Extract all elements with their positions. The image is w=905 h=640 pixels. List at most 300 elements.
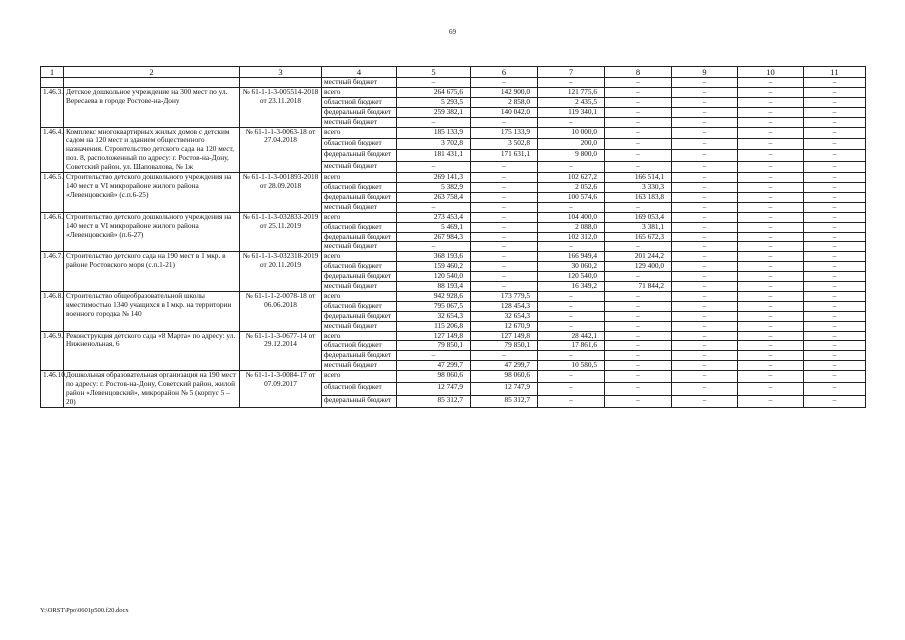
value-cell: 5 469,1 (397, 222, 471, 232)
value-cell: 2 088,0 (538, 222, 605, 232)
value-cell: 115 206,8 (397, 321, 471, 331)
value-cell: – (738, 173, 804, 183)
funding-source: областной бюджет (322, 138, 397, 149)
value-cell: – (804, 321, 866, 331)
value-cell: 2 052,6 (538, 182, 605, 192)
funding-source: федеральный бюджет (322, 107, 397, 117)
funding-source: местный бюджет (322, 202, 397, 212)
value-cell: – (672, 107, 738, 117)
value-cell: – (672, 78, 738, 88)
value-cell: – (804, 150, 866, 161)
value-cell: – (538, 301, 605, 311)
value-cell: – (804, 242, 866, 252)
funding-source: местный бюджет (322, 117, 397, 127)
value-cell: 128 454,3 (471, 301, 538, 311)
value-cell: – (738, 127, 804, 138)
value-cell: 88 193,4 (397, 282, 471, 292)
value-cell: – (605, 150, 672, 161)
funding-source: областной бюджет (322, 182, 397, 192)
funding-source: федеральный бюджет (322, 311, 397, 321)
header-row (41, 67, 866, 78)
value-cell: 127 149,8 (397, 331, 471, 341)
value-cell: – (738, 341, 804, 351)
value-cell: – (804, 262, 866, 272)
budget-table (40, 66, 866, 408)
value-cell: – (738, 282, 804, 292)
value-cell: – (471, 202, 538, 212)
value-cell: 12 747,9 (471, 383, 538, 395)
value-cell: – (538, 78, 605, 88)
value-cell: – (672, 212, 738, 222)
value-cell: 9 800,0 (538, 150, 605, 161)
table-row (41, 252, 866, 262)
project-name: Строительство детского сада на 190 мест в 1 мкр. в районе Ростовского моря (с.п.1-21) (64, 252, 240, 292)
value-cell: – (672, 341, 738, 351)
column-header: 2 (64, 67, 240, 78)
funding-source: всего (322, 127, 397, 138)
value-cell: – (538, 371, 605, 383)
value-cell: – (804, 117, 866, 127)
project-name: Детское дошкольное учреждение на 300 мест по ул. Вересаева в городе Ростове-на-Дону (64, 87, 240, 127)
value-cell: 259 382,1 (397, 107, 471, 117)
value-cell: 120 540,0 (397, 272, 471, 282)
value-cell: – (471, 192, 538, 202)
value-cell: – (672, 87, 738, 97)
funding-source: областной бюджет (322, 383, 397, 395)
funding-source: федеральный бюджет (322, 150, 397, 161)
value-cell: 269 141,3 (397, 173, 471, 183)
value-cell: – (471, 212, 538, 222)
expertise-document: № 61-1-1-3-005514-2018 от 23.11.2018 (240, 87, 322, 127)
value-cell: 140 042,0 (471, 107, 538, 117)
project-name: Реконструкция детского сада «8 Марта» по адресу: ул. Нижненольная, 6 (64, 331, 240, 371)
value-cell: – (471, 173, 538, 183)
column-header: 6 (471, 67, 538, 78)
value-cell: 32 654,3 (471, 311, 538, 321)
value-cell: 12 670,9 (471, 321, 538, 331)
value-cell: – (672, 291, 738, 301)
value-cell: 12 747,9 (397, 383, 471, 395)
value-cell: – (738, 212, 804, 222)
value-cell: – (471, 252, 538, 262)
table-row (41, 78, 866, 88)
funding-source: местный бюджет (322, 321, 397, 331)
footer-file-path: Y:\ORST\Ppo\0601p500.f20.docx (40, 607, 129, 614)
value-cell: – (471, 351, 538, 361)
value-cell: – (397, 242, 471, 252)
value-cell: – (672, 383, 738, 395)
table-row (41, 331, 866, 341)
value-cell: – (672, 272, 738, 282)
value-cell: – (738, 107, 804, 117)
value-cell: – (672, 138, 738, 149)
value-cell: 85 312,7 (397, 395, 471, 407)
value-cell: – (672, 242, 738, 252)
value-cell: 264 675,6 (397, 87, 471, 97)
item-number: 1.46.10. (41, 371, 64, 408)
value-cell: – (605, 383, 672, 395)
column-header: 1 (41, 67, 64, 78)
column-header: 8 (605, 67, 672, 78)
value-cell: 17 861,6 (538, 341, 605, 351)
value-cell: – (605, 321, 672, 331)
value-cell: – (672, 182, 738, 192)
value-cell: – (738, 291, 804, 301)
value-cell: 173 779,5 (471, 291, 538, 301)
value-cell: – (471, 262, 538, 272)
value-cell: – (605, 202, 672, 212)
funding-source: федеральный бюджет (322, 232, 397, 242)
value-cell: 163 183,8 (605, 192, 672, 202)
value-cell: – (605, 331, 672, 341)
project-name: Комплекс многоквартирных жилых домов с детским садом на 120 мест и зданием общественного назначения. Строительство детского сада на 120 мест, поз. 8, расположенный по адресу: г. Ростов-на-Дону, Советский район, ул. Шаповалова, № 1ж (64, 127, 240, 173)
value-cell: – (804, 138, 866, 149)
value-cell: – (605, 341, 672, 351)
value-cell: – (538, 161, 605, 172)
value-cell: 127 149,8 (471, 331, 538, 341)
value-cell: 121 775,6 (538, 87, 605, 97)
value-cell: – (804, 361, 866, 371)
value-cell: – (804, 341, 866, 351)
value-cell: – (738, 301, 804, 311)
value-cell: 32 654,3 (397, 311, 471, 321)
value-cell: – (471, 117, 538, 127)
value-cell: – (605, 395, 672, 407)
value-cell: 10 580,5 (538, 361, 605, 371)
value-cell: – (672, 252, 738, 262)
funding-source: областной бюджет (322, 262, 397, 272)
value-cell: – (672, 311, 738, 321)
table-row (41, 212, 866, 222)
value-cell: 120 540,0 (538, 272, 605, 282)
value-cell: – (804, 291, 866, 301)
value-cell: – (738, 78, 804, 88)
value-cell: – (538, 321, 605, 331)
value-cell: – (397, 161, 471, 172)
value-cell: – (672, 301, 738, 311)
value-cell: – (738, 252, 804, 262)
value-cell: – (605, 87, 672, 97)
value-cell: – (605, 78, 672, 88)
value-cell: 28 442,1 (538, 331, 605, 341)
value-cell: – (804, 331, 866, 341)
value-cell: – (738, 383, 804, 395)
value-cell: – (804, 161, 866, 172)
value-cell: – (804, 212, 866, 222)
value-cell: 175 133,9 (471, 127, 538, 138)
value-cell: – (672, 222, 738, 232)
value-cell: – (738, 311, 804, 321)
value-cell: – (804, 87, 866, 97)
value-cell: 104 400,0 (538, 212, 605, 222)
value-cell: – (538, 291, 605, 301)
value-cell: – (672, 361, 738, 371)
column-header: 5 (397, 67, 471, 78)
value-cell: – (804, 222, 866, 232)
value-cell: 100 574,6 (538, 192, 605, 202)
value-cell: – (672, 262, 738, 272)
value-cell: – (605, 311, 672, 321)
value-cell: – (605, 291, 672, 301)
funding-source: областной бюджет (322, 97, 397, 107)
value-cell: 5 293,5 (397, 97, 471, 107)
value-cell: 30 060,2 (538, 262, 605, 272)
value-cell: – (804, 272, 866, 282)
value-cell: – (605, 127, 672, 138)
value-cell: – (804, 78, 866, 88)
value-cell: 98 060,6 (397, 371, 471, 383)
value-cell: – (538, 202, 605, 212)
value-cell: 159 460,2 (397, 262, 471, 272)
value-cell: – (738, 182, 804, 192)
funding-source: областной бюджет (322, 341, 397, 351)
value-cell: – (471, 272, 538, 282)
value-cell: 142 900,0 (471, 87, 538, 97)
value-cell: 166 949,4 (538, 252, 605, 262)
value-cell: – (397, 117, 471, 127)
empty-cell (64, 78, 240, 88)
value-cell: 795 067,5 (397, 301, 471, 311)
value-cell: – (738, 331, 804, 341)
value-cell: – (605, 117, 672, 127)
funding-source: всего (322, 87, 397, 97)
expertise-document: № 61-1-1-3-032833-2019 от 25.11.2019 (240, 212, 322, 252)
value-cell: – (672, 117, 738, 127)
value-cell: – (538, 117, 605, 127)
value-cell: – (804, 351, 866, 361)
item-number: 1.46.8. (41, 291, 64, 331)
value-cell: – (397, 351, 471, 361)
expertise-document: № 61-1-1-3-0084-17 от 07.09.2017 (240, 371, 322, 408)
value-cell: – (471, 232, 538, 242)
item-number: 1.46.9. (41, 331, 64, 371)
value-cell: – (605, 301, 672, 311)
value-cell: – (804, 252, 866, 262)
value-cell: – (605, 97, 672, 107)
expertise-document: № 61-1-1-3-001893-2018 от 28.09.2018 (240, 173, 322, 213)
value-cell: – (738, 150, 804, 161)
value-cell: 165 672,3 (605, 232, 672, 242)
value-cell: – (738, 192, 804, 202)
item-number: 1.46.3. (41, 87, 64, 127)
funding-source: местный бюджет (322, 78, 397, 88)
funding-source: всего (322, 371, 397, 383)
value-cell: 3 330,3 (605, 182, 672, 192)
value-cell: 942 928,6 (397, 291, 471, 301)
value-cell: – (672, 202, 738, 212)
value-cell: – (471, 242, 538, 252)
value-cell: 171 631,1 (471, 150, 538, 161)
funding-source: федеральный бюджет (322, 395, 397, 407)
table-row (41, 127, 866, 138)
value-cell: – (471, 282, 538, 292)
value-cell: – (471, 182, 538, 192)
column-header: 7 (538, 67, 605, 78)
value-cell: – (804, 311, 866, 321)
value-cell: – (538, 242, 605, 252)
value-cell: 129 400,0 (605, 262, 672, 272)
value-cell: – (538, 395, 605, 407)
value-cell: 263 758,4 (397, 192, 471, 202)
funding-source: всего (322, 212, 397, 222)
value-cell: 102 312,0 (538, 232, 605, 242)
funding-source: областной бюджет (322, 222, 397, 232)
value-cell: – (738, 117, 804, 127)
value-cell: – (605, 107, 672, 117)
table-row (41, 291, 866, 301)
value-cell: 47 299,7 (471, 361, 538, 371)
funding-source: федеральный бюджет (322, 272, 397, 282)
value-cell: – (738, 138, 804, 149)
funding-source: всего (322, 291, 397, 301)
column-header: 10 (738, 67, 804, 78)
value-cell: – (804, 232, 866, 242)
value-cell: – (672, 150, 738, 161)
value-cell: – (605, 242, 672, 252)
project-name: Строительство общеобразовательной школы вместимостью 1340 учащихся в I мкр. на территории военного городка № 140 (64, 291, 240, 331)
column-header: 3 (240, 67, 322, 78)
value-cell: 47 299,7 (397, 361, 471, 371)
value-cell: – (738, 161, 804, 172)
value-cell: – (605, 351, 672, 361)
value-cell: 5 382,9 (397, 182, 471, 192)
project-name: Строительство детского дошкольного учреждения на 140 мест в VI микрорайоне жилого района «Левенцовский» (п.6-27) (64, 212, 240, 252)
value-cell: 85 312,7 (471, 395, 538, 407)
funding-source: местный бюджет (322, 161, 397, 172)
value-cell: – (672, 331, 738, 341)
value-cell: 201 244,2 (605, 252, 672, 262)
funding-source: всего (322, 331, 397, 341)
value-cell: – (738, 202, 804, 212)
value-cell: – (471, 161, 538, 172)
funding-source: федеральный бюджет (322, 351, 397, 361)
value-cell: 2 858,0 (471, 97, 538, 107)
value-cell: 102 627,2 (538, 173, 605, 183)
value-cell: – (804, 127, 866, 138)
value-cell: – (804, 192, 866, 202)
value-cell: – (672, 321, 738, 331)
value-cell: 16 349,2 (538, 282, 605, 292)
value-cell: – (471, 222, 538, 232)
value-cell: – (538, 351, 605, 361)
value-cell: – (804, 383, 866, 395)
value-cell: – (738, 321, 804, 331)
value-cell: 10 000,0 (538, 127, 605, 138)
column-header: 9 (672, 67, 738, 78)
value-cell: – (738, 371, 804, 383)
value-cell: – (605, 272, 672, 282)
page-number: 69 (449, 28, 456, 36)
value-cell: 2 435,5 (538, 97, 605, 107)
value-cell: – (738, 395, 804, 407)
value-cell: – (738, 262, 804, 272)
value-cell: – (804, 371, 866, 383)
item-number: 1.46.5. (41, 173, 64, 213)
value-cell: – (605, 371, 672, 383)
value-cell: – (605, 161, 672, 172)
value-cell: – (397, 202, 471, 212)
value-cell: – (605, 138, 672, 149)
empty-cell (240, 78, 322, 88)
value-cell: 200,0 (538, 138, 605, 149)
funding-source: всего (322, 173, 397, 183)
item-number: 1.46.6. (41, 212, 64, 252)
value-cell: – (672, 192, 738, 202)
value-cell: 169 053,4 (605, 212, 672, 222)
column-header: 4 (322, 67, 397, 78)
value-cell: 3 702,8 (397, 138, 471, 149)
value-cell: – (538, 383, 605, 395)
value-cell: – (738, 351, 804, 361)
project-name: Строительство детского дошкольного учреждения на 140 мест в VI микрорайоне жилого района «Левенцовский» (с.п.6-25) (64, 173, 240, 213)
table-row (41, 371, 866, 383)
value-cell: 119 340,1 (538, 107, 605, 117)
value-cell: – (738, 222, 804, 232)
expertise-document: № 61-1-1-3-032318-2019 от 20.11.2019 (240, 252, 322, 292)
value-cell: – (672, 351, 738, 361)
project-name: Дошкольная образовательная организация на 190 мест по адресу: г. Ростов-на-Дону, Советский район, жилой район «Левенцовский», микрорайон № 5 (корпус 5 – 20) (64, 371, 240, 408)
value-cell: – (804, 395, 866, 407)
value-cell: – (397, 78, 471, 88)
value-cell: – (738, 232, 804, 242)
value-cell: – (672, 282, 738, 292)
funding-source: местный бюджет (322, 242, 397, 252)
funding-source: всего (322, 252, 397, 262)
expertise-document: № 61-1-1-2-0078-18 от 06.06.2018 (240, 291, 322, 331)
value-cell: – (804, 107, 866, 117)
value-cell: – (672, 173, 738, 183)
value-cell: 71 844,2 (605, 282, 672, 292)
value-cell: – (738, 361, 804, 371)
value-cell: – (672, 395, 738, 407)
funding-source: местный бюджет (322, 361, 397, 371)
table-row (41, 173, 866, 183)
value-cell: – (804, 173, 866, 183)
value-cell: – (804, 182, 866, 192)
funding-source: областной бюджет (322, 301, 397, 311)
funding-source: федеральный бюджет (322, 192, 397, 202)
empty-cell (41, 78, 64, 88)
value-cell: – (804, 202, 866, 212)
value-cell: 166 514,1 (605, 173, 672, 183)
value-cell: – (804, 282, 866, 292)
value-cell: – (672, 127, 738, 138)
value-cell: – (672, 97, 738, 107)
expertise-document: № 61-1-1-3-0677-14 от 29.12.2014 (240, 331, 322, 371)
funding-source: местный бюджет (322, 282, 397, 292)
item-number: 1.46.4. (41, 127, 64, 173)
value-cell: – (605, 361, 672, 371)
value-cell: – (804, 97, 866, 107)
expertise-document: № 61-1-1-3-0063-18 от 27.04.2018 (240, 127, 322, 173)
value-cell: – (738, 97, 804, 107)
value-cell: – (738, 272, 804, 282)
value-cell: – (471, 78, 538, 88)
value-cell: 267 984,3 (397, 232, 471, 242)
value-cell: 185 133,9 (397, 127, 471, 138)
value-cell: 79 850,1 (397, 341, 471, 351)
value-cell: – (738, 87, 804, 97)
table-row (41, 87, 866, 97)
value-cell: 3 502,8 (471, 138, 538, 149)
value-cell: 3 381,1 (605, 222, 672, 232)
value-cell: – (672, 232, 738, 242)
value-cell: – (672, 371, 738, 383)
column-header: 11 (804, 67, 866, 78)
value-cell: – (804, 301, 866, 311)
value-cell: – (538, 311, 605, 321)
value-cell: – (738, 242, 804, 252)
